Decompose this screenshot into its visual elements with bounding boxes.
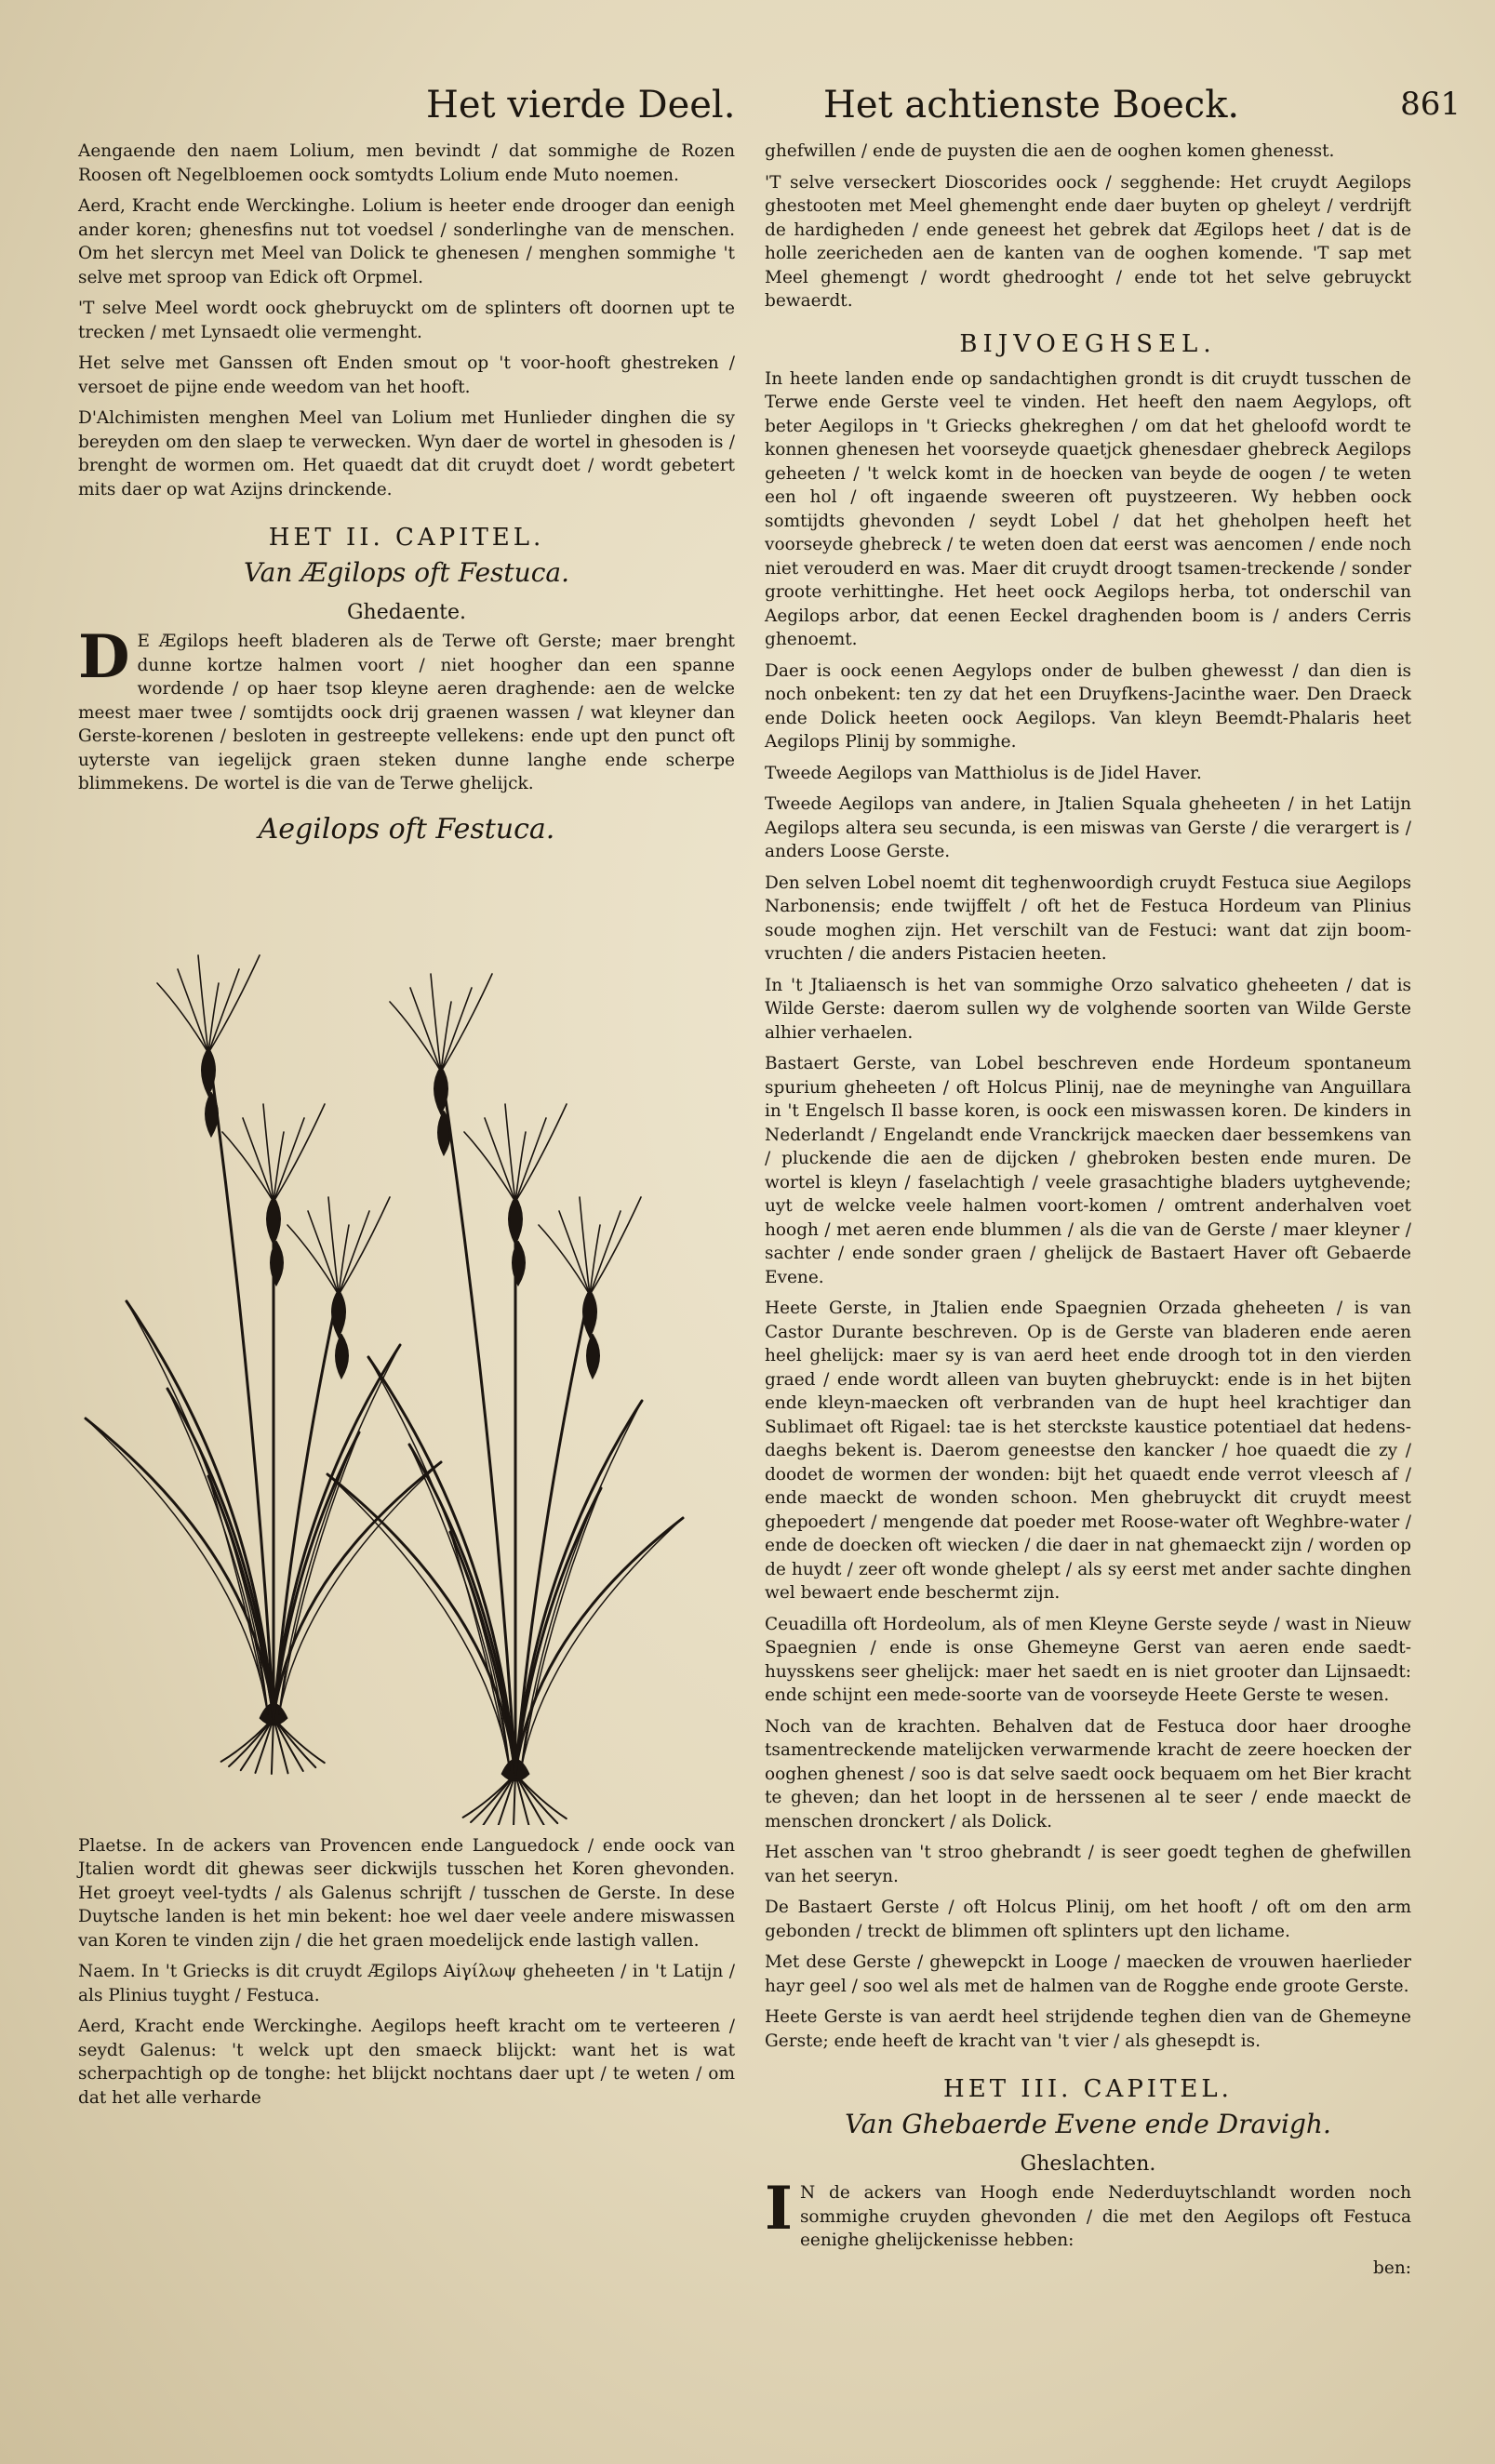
awn: [464, 1132, 515, 1202]
paragraph: Het asschen van 't stroo ghebrandt / is seer goedt teghen de ghefwillen van het seeryn.: [765, 1843, 1411, 1886]
spikelet: [332, 1290, 345, 1337]
awn: [339, 1197, 390, 1295]
chapter-heading: HET III. CAPITEL.: [943, 2075, 1233, 2103]
paragraph: De Bastaert Gerste / oft Holcus Plinij, om het hooft / oft om den arm gebonden / treckt de blimmen oft splinters upt den lichame.: [765, 1898, 1411, 1941]
root-stroke: [471, 1774, 515, 1822]
awn: [339, 1225, 349, 1295]
leaf-edge: [409, 1445, 510, 1770]
figure-title: Aegilops oft Festuca.: [258, 812, 555, 846]
paragraph: Ceuadilla oft Hordeolum, als of men Kleyne Gerste seyde / wast in Nieuw Spaegnien / ende is onse Ghemeyne Gerst van aeren ende saedt-huysskens seer ghelijck: maer het saedt en is niet grooter dan Lijnsaedt: ende schijnt een mede-soorte van de voorseyde Heete Gerste te wesen.: [765, 1614, 1411, 1705]
awn: [339, 1211, 369, 1295]
awn: [208, 983, 219, 1053]
drop-cap: D: [78, 622, 130, 692]
awn: [590, 1211, 621, 1295]
paragraph: In 't Jtaliaensch is het van sommighe Orzo salvatico gheheeten / dat is Wilde Gerste: daerom sullen wy de volghende soorten van Wilde Gerste alhier verhaelen.: [765, 975, 1411, 1043]
drop-cap: I: [765, 2174, 793, 2244]
paragraph: Het selve met Ganssen oft Enden smout op 't voor-hooft ghestreken / versoet de pijne ende weedom van het hooft.: [78, 353, 735, 397]
awn: [390, 1002, 441, 1072]
paragraph: [78, 622, 735, 796]
awn: [515, 1118, 546, 1202]
awn: [590, 1197, 641, 1295]
awn: [441, 988, 472, 1072]
leaf-edge: [521, 1488, 601, 1770]
awn: [208, 955, 260, 1053]
supplement-heading: BIJVOEGHSEL.: [959, 329, 1217, 358]
paragraph: In heete landen ende op sandachtighen grondt is dit cruydt tusschen de Terwe ende Gerste veel te vinden. Het heeft den naem Aegylops, oft beter Aegilops in 't Griecks ghekreghen / om dat het gheloofd wordt te konnen ghenesen het voorseyde quaetjck ghenesdaer ghebreck Aegilops geheeten / 't welck komt in de hoecken van beyde de oogen / te weten een hol / oft ingaende sweeren oft puystzeeren. Wy hebben oock somtijdts ghevonden / seydt Lobel / dat het gheholpen heeft het voorseyde ghebreck / te weten doen dat eerst was aencomen / ende noch niet verouderd en was. Maer dit cruydt droogt tsamen-treckende / sonder groote verhittinghe. Het heet oock Aegilops herba, tot onderschil van Aegilops arbor, dat eenen Eeckel draghenden boom is / anders Cerris ghenoemt.: [765, 368, 1411, 649]
awn: [515, 1104, 567, 1202]
paragraph: Tweede Aegilops van andere, in Jtalien Squala gheheeten / in het Latijn Aegilops altera seu secunda, is een miswas van Gerste / die verargert is / anders Loose Gerste.: [765, 794, 1411, 861]
awn: [157, 983, 208, 1053]
paragraph: Noch van de krachten. Behalven dat de Festuca door haer drooghe tsamentreckende matelijcken verwarmende kracht de zeere hoecken der ooghen ghenest / soo is dat selve saedt oock bequaem om het Bier kracht te gheven; dan het loopt in de herssenen al te seer / ende maeckt de menschen dronckert / als Dolick.: [765, 1716, 1411, 1831]
spikelet: [583, 1290, 596, 1337]
running-head-right: Het achtienste Boeck.: [823, 84, 1240, 127]
plant-illustration: [78, 853, 735, 1825]
chapter-title: Van Ghebaerde Evene ende Dravigh.: [845, 2109, 1331, 2139]
page-number: 861: [1400, 86, 1461, 123]
paragraph: Daer is oock eenen Aegylops onder de bulben ghewesst / dan dien is noch onbekent: ten zy dat het een Druyfkens-Jacinthe waer. Den Draeck ende Dolick heeten oock Aegilops. Van kleyn Beemdt-Phalaris heet Aegilops Plinij by sommighe.: [765, 660, 1411, 752]
chapter-text: N de ackers van Hoogh ende Nederduytschlandt worden noch sommighe cruyden ghevonden / die met den Aegilops oft Festuca eenighe ghelijckenisse hebben:: [799, 2183, 1411, 2250]
paragraph: Aerd, Kracht ende Werckinghe. Lolium is heeter ende drooger dan eenigh ander koren; ghenesfins nut tot voedsel / sonderlinghe van de menschen. Om het slercyn met Meel van Dolick te ghenesen / menghen sommighe 't selve met sproop van Edick oft Orpmel.: [78, 196, 735, 287]
paragraph: 'T selve verseckert Dioscorides oock / segghende: Het cruydt Aegilops ghestooten met Meel ghemenght ende daer buyten op gheleyt / verdrijft de hardigheden / ende geneest het gebrek dat Ægilops heet / dat is de holle zeericheden aen de kanten van de ooghen komende. 'T sap met Meel ghemengt / wordt ghedrooght / ende tot het selve gebruyckt bewaerdt.: [765, 172, 1411, 311]
chapter-heading: HET II. CAPITEL.: [268, 524, 545, 552]
catchword: ben:: [1373, 2258, 1411, 2278]
running-head-left: Het vierde Deel.: [426, 84, 736, 127]
paragraph: Aengaende den naem Lolium, men bevindt / dat sommighe de Rozen Roosen oft Negelbloemen oock somtydts Lolium ende Muto noemen.: [78, 141, 735, 185]
root-stroke: [515, 1774, 567, 1818]
page-header: [409, 84, 1461, 140]
paragraph: Aerd, Kracht ende Werckinghe. Aegilops heeft kracht om te verteeren / seydt Galenus: 't welck upt den smaeck blijckt: want het is wat scherpachtigh op de tonghe: het blijckt nochtans daer upt / te weten / om dat het alle verharde: [78, 2017, 735, 2108]
awn: [441, 1002, 451, 1072]
awn: [274, 1118, 304, 1202]
stem: [208, 1048, 274, 1718]
chapter-title: Van Ægilops oft Festuca.: [244, 557, 569, 588]
paragraph: Tweede Aegilops van Matthiolus is de Jidel Haver.: [765, 763, 1202, 783]
leaf-blade: [368, 1357, 515, 1774]
awn: [274, 1132, 284, 1202]
section-subhead: Ghedaente.: [346, 601, 466, 624]
paragraph: Heete Gerste, in Jtalien ende Spaegnien Orzada gheheeten / is van Castor Durante beschreven. Op is de Gerste van bladeren ende aeren heel ghelijck: maer sy is van aerd heet ende droogh tot in den vierden graed / ende wordt alleen van buyten ghebruyckt: ende is in het bijten ende kleyn-maecken oft verbranden van de hupt heel krachtiger dan Sublimaet oft Rigael: tae is het sterckste kaustice potentiael dat hedens-daeghs bekent is. Daerom geneestse den kancker / hoe quaedt die zy / doodet de wormen der wonden: bijt het quaedt ende verrot vleesch af / ende maeckt de wonden schoon. Men ghebruyckt dit cruydt meest ghepoedert / mengende dat poeder met Roose-water oft Weghbre-water / ende de doecken oft wiecken / die daer in nat ghemaeckt zijn / worden op de huydt / zeer oft wonde ghelept / als sy eerst met ander sachte dinghen wel bewaert ende beschermt zijn.: [765, 1299, 1411, 1603]
paragraph: Naem. In 't Griecks is dit cruydt Ægilops Aiγίλωψ gheheeten / in 't Latijn / als Plinius tuyght / Festuca.: [78, 1962, 735, 2005]
awn: [515, 1132, 526, 1202]
paragraph: [765, 2174, 1411, 2253]
paragraph: D'Alchimisten menghen Meel van Lolium met Hunlieder dinghen die sy bereyden om den slaep te verwecken. Wyn daer de wortel in ghesoden is / brenght de wormen om. Het quaedt dat dit cruydt doet / wordt gebetert mits daer op wat Azijns drinckende.: [78, 408, 735, 499]
paragraph: 'T selve Meel wordt oock ghebruyckt om de splinters oft doornen upt te trecken / met Lynsaedt olie vermenght.: [78, 299, 735, 342]
leaf-blade: [127, 1301, 274, 1718]
paragraph: Heete Gerste is van aerdt heel strijdende teghen dien van de Ghemeyne Gerste; ende heeft de kracht van 't vier / als ghesepdt is.: [765, 2007, 1411, 2051]
left-column: [78, 140, 735, 2117]
spikelet: [267, 1197, 280, 1244]
spikelet: [587, 1335, 599, 1378]
leaf-blade: [274, 1345, 400, 1718]
paragraph: Den selven Lobel noemt dit teghenwoordigh cruydt Festuca siue Aegilops Narbonensis; ende twijffelt / oft het de Festuca Hordeum van Plinius soude moghen zijn. Het verschilt van de Festuci: want dat zijn boom-vruchten / die anders Pistacien heeten.: [765, 872, 1411, 964]
section-subhead: Gheslachten.: [1020, 2152, 1156, 2176]
right-column: [765, 140, 1411, 2278]
root-stroke: [274, 1718, 303, 1771]
spikelet: [509, 1197, 522, 1244]
leaf-edge: [521, 1401, 642, 1770]
awn: [208, 969, 239, 1053]
paragraph: Plaetse. In de ackers van Provencen ende Languedock / ende oock van Jtalien wordt dit ghewas seer dickwijls tusschen het Koren ghevonden. Het groeyt veel-tydts / als Galenus schrijft / tusschen de Gerste. In dese Duytsche landen is het min bekent: hoe wel daer veele andere miswassen van Koren te vinden zijn / die het graen moedelijck ende lastigh vallen.: [78, 1835, 735, 1951]
root-stroke: [272, 1718, 274, 1774]
spikelet: [336, 1335, 348, 1378]
paragraph: ghefwillen / ende de puysten die aen de ooghen komen ghenesst.: [765, 141, 1335, 161]
paragraph: Met dese Gerste / ghewepckt in Looge / maecken de vrouwen haerlieder hayr geel / soo wel als met de halmen van de Rogghe ende groote Gerste.: [765, 1952, 1411, 1996]
awn: [274, 1104, 325, 1202]
awn: [441, 974, 492, 1072]
root-stroke: [229, 1718, 274, 1766]
awn: [539, 1225, 590, 1295]
description-text: E Ægilops heeft bladeren als de Terwe oft Gerste; maer brenght dunne kortze halmen voort / niet hoogher dan een spanne wordende / op haer tsop kleyne aeren draghende: aen de welcke meest maer twee / somtijdts oock drij graenen wassen / wat kleyner dan Gerste-korenen / besloten in gestreepte vellekens: ende upt den punct oft uyterste van iegelijck graen steken dunne langhe ende scherpe blimmekens. De wortel is die van de Terwe ghelijck.: [78, 632, 735, 793]
awn: [222, 1132, 274, 1202]
leaf-blade: [515, 1401, 642, 1774]
leaf-edge: [368, 1357, 510, 1770]
awn: [590, 1225, 600, 1295]
paragraph: Bastaert Gerste, van Lobel beschreven ende Hordeum spontaneum spurium gheheeten / oft Holcus Plinij, nae de meyninghe van Anguillara in 't Engelsch Il basse koren, is oock een miswassen koren. De kinders in Nederlandt / Engelandt ende Vranckrijck maecken daer bessemkens van / pluckende die aen de dijcken / ghebroken besten ende muren. De wortel is kleyn / faselachtigh / veele grasachtighe bladers uytghevende; uyt de welcke veele halmen voort-komen / omtrent anderhalven voet hoogh / met aeren ende blummen / als die van de Gerste / maer kleyner / sachter / ende sonder graen / ghelijck de Bastaert Haver oft Gebaerde Evene.: [765, 1054, 1411, 1287]
awn: [287, 1225, 339, 1295]
root-stroke: [274, 1718, 325, 1763]
